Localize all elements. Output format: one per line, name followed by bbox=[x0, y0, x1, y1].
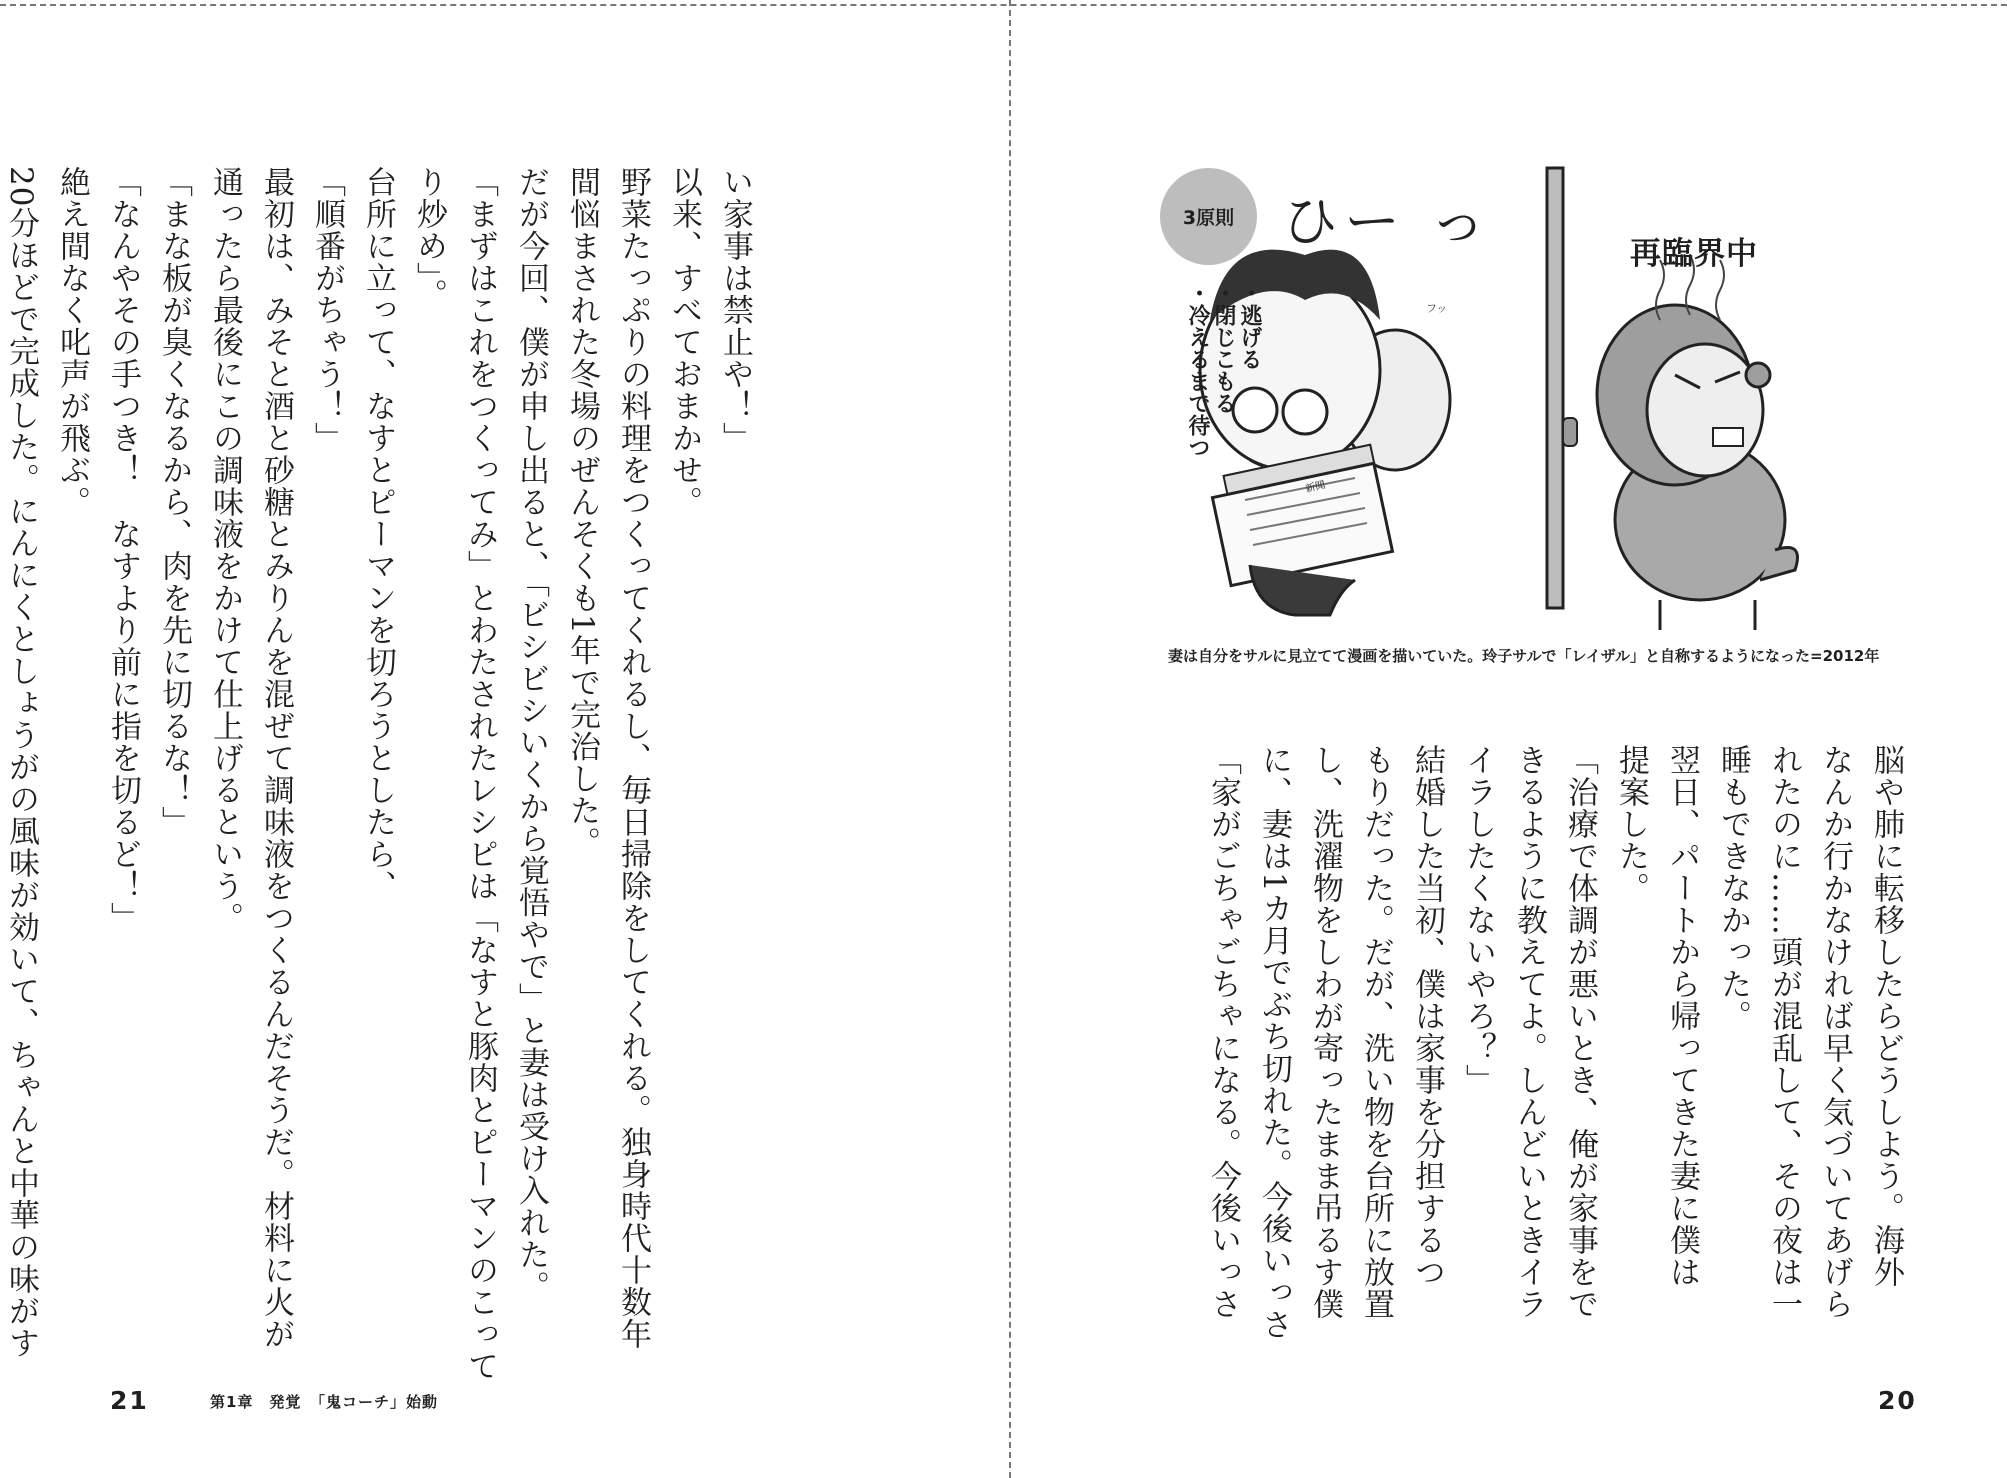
body-line: 脳や肺に転移したらどうしよう。海外 bbox=[1868, 744, 1904, 1288]
body-line: 野菜たっぷりの料理をつくってくれるし、毎日掃除をしてくれる。独身時代十数年 bbox=[615, 166, 651, 1350]
principle-item: ・閉じこもる bbox=[1211, 282, 1236, 414]
page-number-right: 20 bbox=[1878, 1386, 1917, 1415]
principle-item: ・冷えるまで待つ bbox=[1185, 282, 1210, 458]
body-line: に、妻は1カ月でぶち切れた。今後いっさ bbox=[1256, 744, 1292, 1341]
cartoon-drawing bbox=[1155, 160, 1915, 640]
body-line: 「まな板が臭くなるから、肉を先に切るな！」 bbox=[156, 166, 192, 838]
principle-item: ・逃げる bbox=[1237, 282, 1262, 370]
body-line: 翌日、パートから帰ってきた妻に僕は bbox=[1664, 744, 1700, 1288]
body-line: だが今回、僕が申し出ると、「ビシビシいくから覚悟やで」と妻は受け入れた。 bbox=[513, 166, 549, 1303]
body-line: 最初は、みそと酒と砂糖とみりんを混ぜて調味液をつくるんだそうだ。材料に火が bbox=[258, 166, 294, 1350]
body-line: 睡もできなかった。 bbox=[1715, 744, 1751, 1032]
body-line: きるように教えてよ。しんどいときイラ bbox=[1511, 744, 1547, 1320]
body-line: 「治療で体調が悪いとき、俺が家事をで bbox=[1562, 744, 1598, 1320]
body-line: 「家がごちゃごちゃになる。今後いっさ bbox=[1205, 744, 1241, 1320]
right-page-body bbox=[1155, 744, 1911, 1341]
body-line: れたのに……頭が混乱して、その夜は一 bbox=[1766, 744, 1802, 1320]
body-line: し、洗濯物をしわが寄ったまま吊るす僕 bbox=[1307, 744, 1343, 1320]
body-line: 「まずはこれをつくってみ」とわたされたレシピは「なすと豚肉とピーマンのこって bbox=[462, 166, 498, 1382]
body-line: 間悩まされた冬場のぜんそくも1年で完治した。 bbox=[564, 166, 600, 859]
body-line: もりだった。だが、洗い物を台所に放置 bbox=[1358, 744, 1394, 1320]
body-line: い家事は禁止や！」 bbox=[717, 166, 753, 454]
running-head: 第1章 発覚 「鬼コーチ」始動 bbox=[210, 1393, 438, 1411]
principles-list bbox=[1182, 282, 1262, 482]
body-line: 提案した。 bbox=[1613, 744, 1649, 904]
body-line: 「順番がちゃう！」 bbox=[309, 166, 345, 454]
cartoon-illustration bbox=[1155, 160, 1915, 640]
panel-title: 再臨界中 bbox=[1630, 236, 1758, 272]
sound-effect-small: フッ bbox=[1426, 302, 1448, 315]
body-line: り炒め」。 bbox=[411, 166, 447, 311]
sound-effect: ひー っ bbox=[1282, 190, 1492, 255]
body-line: 以来、すべておまかせ。 bbox=[666, 166, 702, 518]
body-line: 台所に立って、なすとピーマンを切ろうとしたら、 bbox=[360, 166, 396, 902]
body-line: 結婚した当初、僕は家事を分担するつ bbox=[1409, 744, 1445, 1288]
principles-badge: 3原則 bbox=[1160, 168, 1257, 265]
figure-caption: 妻は自分をサルに見立てて漫画を描いていた。玲子サルで「レイザル」と自称するようになった=2012年 bbox=[1168, 647, 1880, 665]
body-line: 通ったら最後にこの調味液をかけて仕上げるという。 bbox=[207, 166, 243, 934]
body-line: 絶え間なく叱声が飛ぶ。 bbox=[54, 166, 90, 518]
body-line: イラしたくないやろ？」 bbox=[1460, 744, 1496, 1096]
body-line: なんか行かなければ早く気づいてあげら bbox=[1817, 744, 1853, 1320]
page-number-left: 21 bbox=[110, 1386, 149, 1415]
body-line: 「なんやその手つき！ なすより前に指を切るど！」 bbox=[105, 166, 141, 934]
newspaper-label: 新聞 bbox=[1304, 479, 1327, 496]
body-line: 20分ほどで完成した。にんにくとしょうがの風味が効いて、ちゃんと中華の味がす bbox=[3, 166, 39, 1360]
left-page-body bbox=[3, 166, 760, 1382]
